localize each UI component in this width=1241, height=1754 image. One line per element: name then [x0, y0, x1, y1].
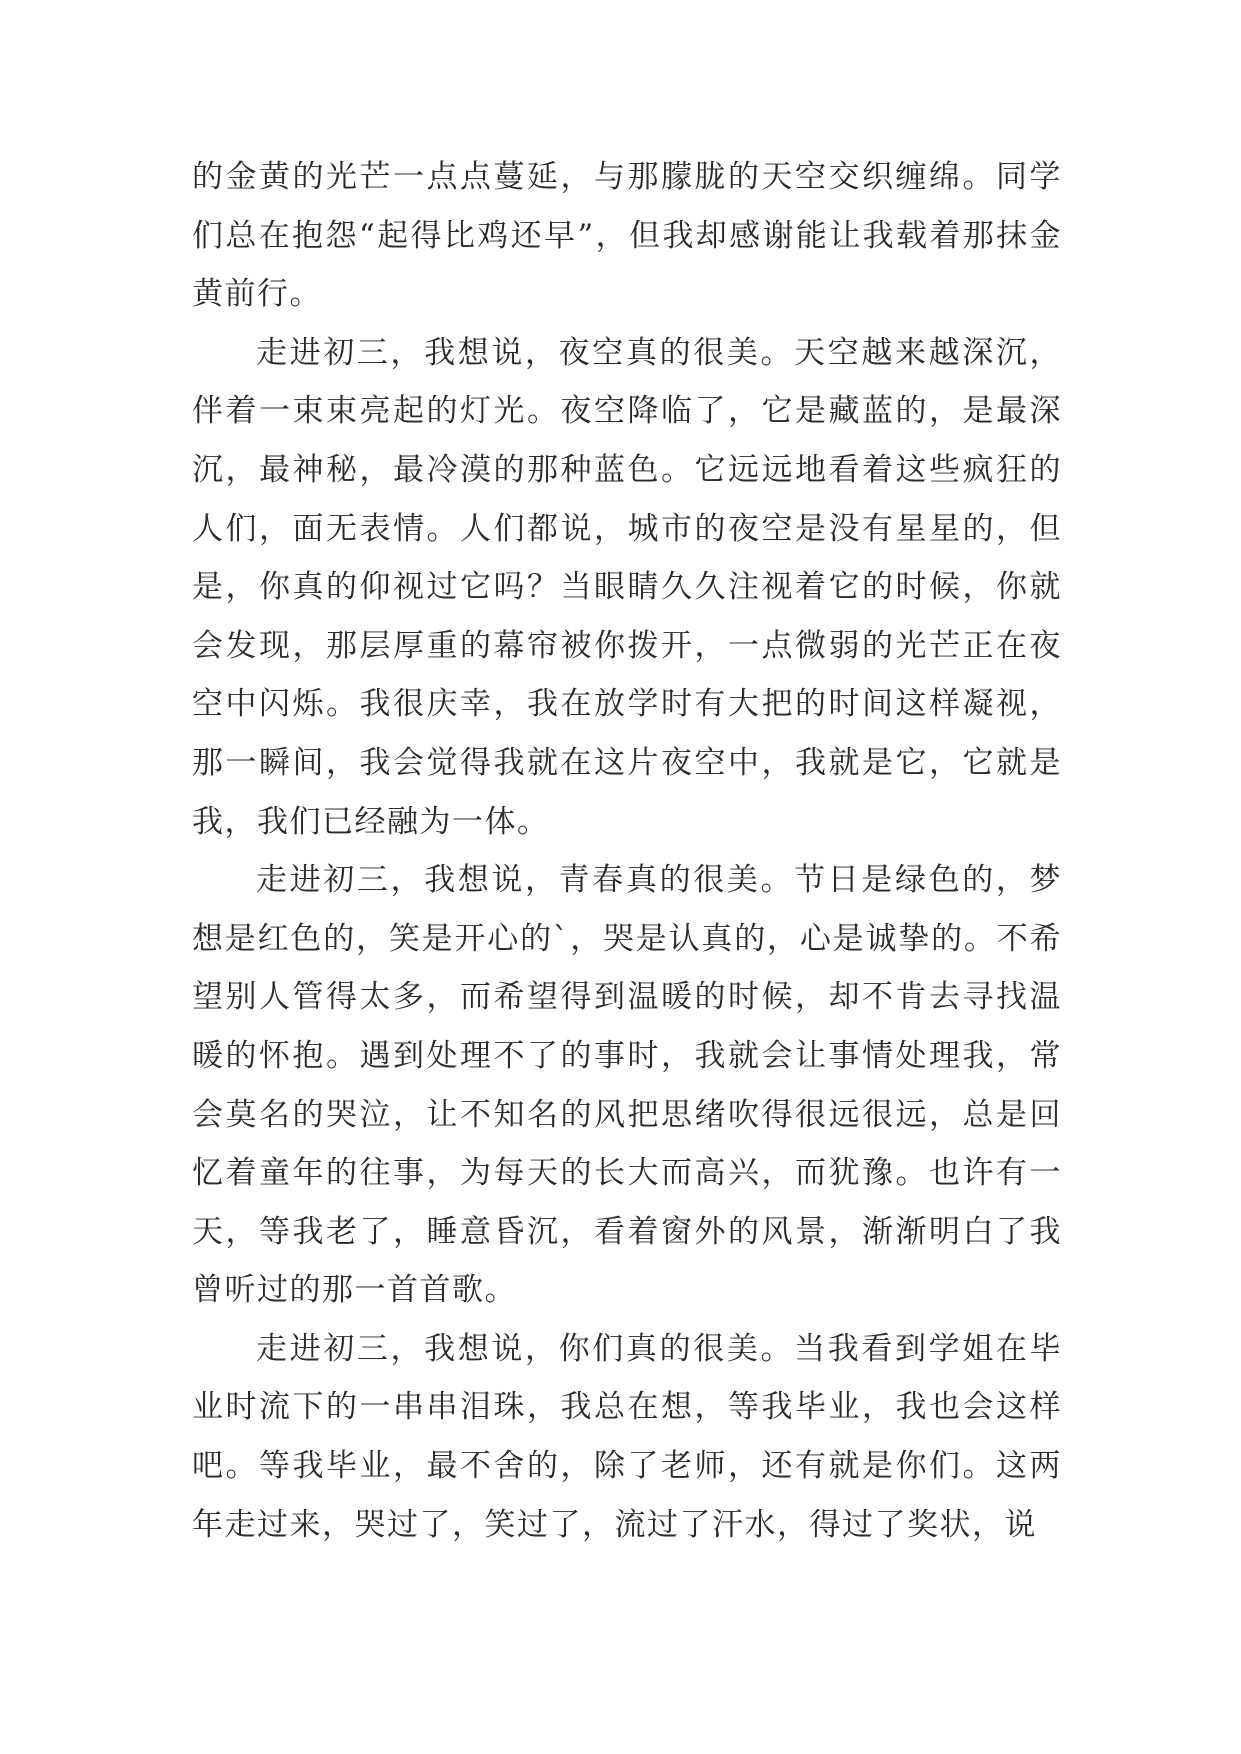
paragraph-2: 走进初三，我想说，夜空真的很美。天空越来越深沉，伴着一束束亮起的灯光。夜空降临了，它是藏蓝的，是最深沉，最神秘，最冷漠的那种蓝色。它远远地看着这些疯狂的人们，面无表情。人们都说，城市的夜空是没有星星的，但是，你真的仰视过它吗？当眼睛久久注视着它的时候，你就会发现，那层厚重的幕帘被你拨开，一点微弱的光芒正在夜空中闪烁。我很庆幸，我在放学时有大把的时间这样凝视，那一瞬间，我会觉得我就在这片夜空中，我就是它，它就是我，我们已经融为一体。 [192, 334, 1062, 840]
paragraph-3: 走进初三，我想说，青春真的很美。节日是绿色的，梦想是红色的，笑是开心的`，哭是认真的，心是诚挚的。不希望别人管得太多，而希望得到温暖的时候，却不肯去寻找温暖的怀抱。遇到处理不了的事时，我就会让事情处理我，常会莫名的哭泣，让不知名的风把思绪吹得很远很远，总是回忆着童年的往事，为每天的长大而高兴，而犹豫。也许有一天，等我老了，睡意昏沉，看着窗外的风景，渐渐明白了我曾听过的那一首首歌。 [192, 862, 1062, 1309]
paragraph-1: 的金黄的光芒一点点蔓延，与那朦胧的天空交织缠绵。同学们总在抱怨“起得比鸡还早”，但我却感谢能让我载着那抹金黄前行。 [192, 159, 1062, 313]
paragraph-4: 走进初三，我想说，你们真的很美。当我看到学姐在毕业时流下的一串串泪珠，我总在想，等我毕业，我也会这样吧。等我毕业，最不舍的，除了老师，还有就是你们。这两年走过来，哭过了，笑过了，流过了汗水，得过了奖状，说 [192, 1330, 1062, 1543]
document-body [192, 148, 1062, 1554]
